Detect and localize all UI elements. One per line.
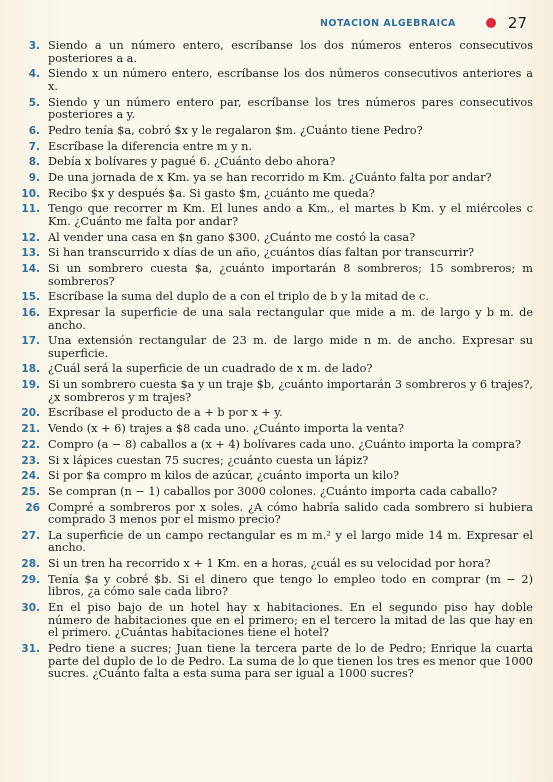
problem-text: Al vender una casa en $n gano $300. ¿Cuánto me costó la casa? [48,230,416,244]
problem-text: Pedro tiene a sucres; Juan tiene la tercera parte de lo de Pedro; Enrique la cuarta parte del duplo de lo de Pedro. La suma de lo que tienen los tres es menor que 1000 sucres. ¿Cuánto falta a esta suma para ser igual a 1000 sucres? [48,641,533,681]
problem-text: ¿Cuál será la superficie de un cuadrado de x m. de lado? [48,362,373,376]
problem-text: Debía x bolívares y pagué 6. ¿Cuánto debo ahora? [48,155,336,169]
problem-text: Si x lápices cuestan 75 sucres; ¿cuánto cuesta un lápiz? [48,453,369,467]
problem-item [18,125,533,138]
problem-item [18,455,533,468]
problem-number: 22. [21,438,40,451]
problem-text: Si un sombrero cuesta $a y un traje $b, ¿cuánto importarán 3 sombreros y 6 trajes?, ¿x sombreros y m trajes? [48,378,533,404]
problem-number: 28. [21,558,40,571]
problem-item [18,407,533,420]
problem-text: Expresar la superficie de una sala rectangular que mide a m. de largo y b m. de ancho. [48,305,533,332]
problem-item [18,574,533,599]
problem-item [18,558,533,571]
problem-text: Si por $a compro m kilos de azúcar, ¿cuánto importa un kilo? [48,469,400,483]
problem-text: Tengo que recorrer m Km. El lunes ando a Km., el martes b Km. y el miércoles c Km. ¿Cuánto me falta por andar? [48,202,533,228]
problem-item [18,68,533,93]
problem-item [18,40,533,65]
red-bullet-icon [486,18,496,28]
problem-item [18,291,533,304]
problem-item [18,232,533,245]
problem-text: Compro (a − 8) caballos a (x + 4) bolívares cada uno. ¿Cuánto importa la compra? [48,437,522,451]
problem-item [18,470,533,483]
problem-text: Siendo a un número entero, escríbanse los dos números enteros consecutivos posteriores a a. [48,39,533,65]
problem-item [18,423,533,436]
problem-number: 20. [21,407,40,420]
problem-number: 9. [28,171,40,184]
problem-item [18,97,533,122]
problem-text: Siendo y un número entero par, escríbanse los tres números pares consecutivos posteriores a y. [48,95,533,122]
problem-item [18,530,533,555]
problem-item [18,307,533,332]
problem-item [18,379,533,404]
problem-number: 13. [21,247,40,260]
problem-number: 4. [28,68,40,81]
problem-number: 31. [21,642,40,655]
problem-item [18,335,533,360]
problem-text: Si han transcurrido x días de un año, ¿cuántos días faltan por transcurrir? [48,246,475,260]
problem-item [18,643,533,681]
problem-number: 11. [21,203,40,216]
problem-item [18,363,533,376]
problem-text: Compré a sombreros por x soles. ¿A cómo habría salido cada sombrero si hubiera comprado 3 menos por el mismo precio? [48,500,533,527]
problem-item [18,203,533,228]
problem-number: 6. [28,124,40,137]
page-header [18,10,533,36]
problem-number: 14. [21,262,40,275]
problem-number: 21. [21,423,40,436]
problem-list [18,40,533,681]
problem-number: 30. [21,602,40,615]
problem-number: 23. [21,454,40,467]
problem-number: 24. [21,470,40,483]
problem-text: En el piso bajo de un hotel hay x habitaciones. En el segundo piso hay doble número de habitaciones que en el primero; en el tercero la mitad de las que hay en el primero. ¿Cuántas habitaciones tiene el hotel? [48,601,533,640]
problem-item [18,188,533,201]
problem-number: 8. [28,156,40,169]
problem-text: Escríbase la suma del duplo de a con el triplo de b y la mitad de c. [48,290,429,304]
problem-number: 18. [21,363,40,376]
problem-item [18,141,533,154]
problem-number: 16. [21,306,40,319]
problem-number: 3. [28,40,40,52]
problem-text: Recibo $x y después $a. Si gasto $m, ¿cuánto me queda? [48,186,375,200]
problem-text: Si un sombrero cuesta $a, ¿cuánto importarán 8 sombreros; 15 sombreros; m sombreros? [48,261,533,288]
problem-text: La superficie de un campo rectangular es m m.² y el largo mide 14 m. Expresar el ancho. [48,528,533,555]
problem-text: De una jornada de x Km. ya se han recorrido m Km. ¿Cuánto falta por andar? [48,170,492,184]
problem-number: 27. [21,529,40,542]
problem-number: 19. [21,379,40,392]
problem-item [18,486,533,499]
problem-text: Una extensión rectangular de 23 m. de largo mide n m. de ancho. Expresar su superficie. [48,334,533,360]
problem-text: Si un tren ha recorrido x + 1 Km. en a horas, ¿cuál es su velocidad por hora? [48,557,491,571]
problem-number: 25. [21,485,40,498]
problem-number: 29. [21,573,40,586]
page-number: 27 [507,14,527,32]
problem-text: Escríbase la diferencia entre m y n. [48,139,253,153]
problem-item [18,602,533,640]
problem-number: 15. [21,291,40,304]
problem-item [18,172,533,185]
problem-item [18,247,533,260]
problem-text: Pedro tenía $a, cobró $x y le regalaron $m. ¿Cuánto tiene Pedro? [48,123,423,137]
problem-text: Escríbase el producto de a + b por x + y. [48,406,283,420]
problem-text: Vendo (x + 6) trajes a $8 cada uno. ¿Cuánto importa la venta? [48,422,404,436]
problem-number: 17. [21,335,40,348]
problem-number: 5. [28,96,40,109]
problem-number: 7. [28,140,40,153]
problem-text: Tenía $a y cobré $b. Si el dinero que tengo lo empleo todo en comprar (m − 2) libros, ¿a cómo sale cada libro? [48,572,533,599]
problem-item [18,156,533,169]
problem-item [18,439,533,452]
problem-number: 12. [21,231,40,244]
problem-item [18,263,533,288]
problem-number: 10. [21,187,40,200]
problem-number: 26 [25,501,40,514]
running-head: NOTACION ALGEBRAICA [319,17,456,29]
problem-text: Siendo x un número entero, escríbanse los dos números consecutivos anteriores a x. [48,67,533,93]
problem-item [18,502,533,527]
problem-text: Se compran (n − 1) caballos por 3000 colones. ¿Cuánto importa cada caballo? [48,484,498,498]
